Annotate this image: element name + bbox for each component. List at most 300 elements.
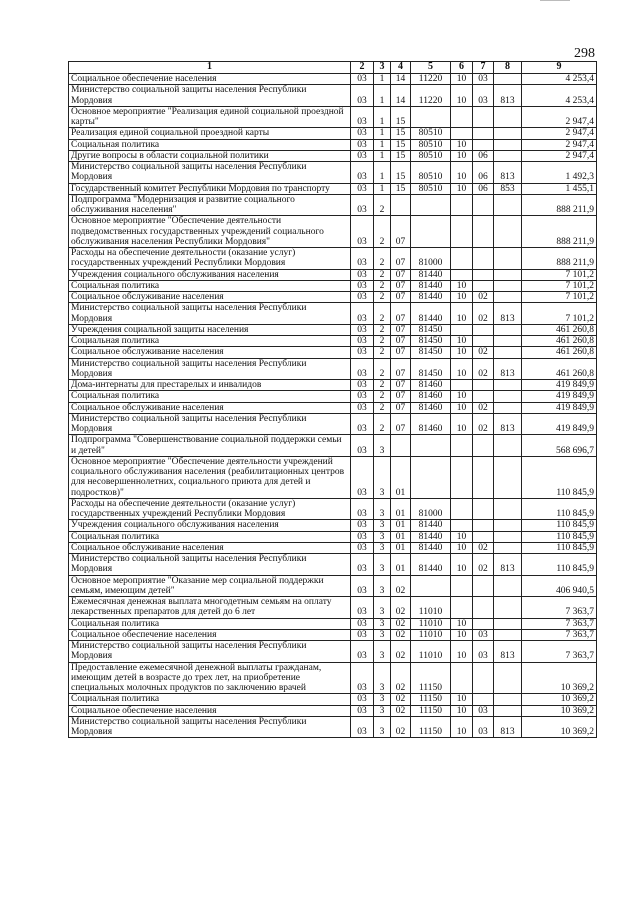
cell-amount: 461 260,8 xyxy=(522,347,597,358)
cell-section: 10 xyxy=(451,554,473,576)
cell-ministry xyxy=(494,542,522,553)
cell-pp: 3 xyxy=(374,694,391,705)
cell-name: Социальная политика xyxy=(69,618,351,629)
cell-subsection xyxy=(473,216,494,248)
cell-om: 14 xyxy=(391,85,411,107)
column-header: 7 xyxy=(473,62,494,74)
cell-ministry: 813 xyxy=(494,358,522,380)
table-row xyxy=(69,694,597,705)
cell-om: 02 xyxy=(391,629,411,640)
cell-subsection: 03 xyxy=(473,74,494,85)
cell-amount: 7 101,2 xyxy=(522,292,597,303)
cell-subsection xyxy=(473,106,494,128)
cell-ministry xyxy=(494,106,522,128)
cell-ministry: 853 xyxy=(494,183,522,194)
cell-pp: 1 xyxy=(374,128,391,139)
cell-pp: 3 xyxy=(374,662,391,694)
table-row xyxy=(69,280,597,291)
cell-pp: 2 xyxy=(374,336,391,347)
cell-om: 07 xyxy=(391,336,411,347)
cell-pp: 2 xyxy=(374,269,391,280)
cell-ministry: 813 xyxy=(494,554,522,576)
cell-code xyxy=(411,456,451,498)
cell-ministry xyxy=(494,402,522,413)
table-row xyxy=(69,194,597,216)
cell-name: Министерство социальной защиты населения Республики Мордовия xyxy=(69,641,351,663)
table-header-row xyxy=(69,62,597,74)
cell-pp: 1 xyxy=(374,183,391,194)
cell-gp: 03 xyxy=(351,554,374,576)
cell-ministry xyxy=(494,531,522,542)
cell-gp: 03 xyxy=(351,248,374,270)
cell-subsection xyxy=(473,520,494,531)
cell-section xyxy=(451,575,473,597)
cell-subsection xyxy=(473,694,494,705)
cell-section: 10 xyxy=(451,303,473,325)
table-row xyxy=(69,542,597,553)
cell-subsection xyxy=(473,336,494,347)
cell-section xyxy=(451,248,473,270)
cell-gp: 03 xyxy=(351,694,374,705)
table-row xyxy=(69,216,597,248)
table-row xyxy=(69,705,597,716)
table-row xyxy=(69,618,597,629)
cell-section xyxy=(451,597,473,619)
cell-om: 02 xyxy=(391,716,411,738)
cell-section: 10 xyxy=(451,531,473,542)
cell-code: 11220 xyxy=(411,85,451,107)
cell-pp: 1 xyxy=(374,74,391,85)
cell-om: 02 xyxy=(391,618,411,629)
cell-ministry xyxy=(494,347,522,358)
cell-pp: 3 xyxy=(374,618,391,629)
cell-name: Социальное обеспечение населения xyxy=(69,629,351,640)
table-row xyxy=(69,575,597,597)
table-row xyxy=(69,413,597,435)
cell-amount: 2 947,4 xyxy=(522,139,597,150)
cell-gp: 03 xyxy=(351,618,374,629)
cell-subsection xyxy=(473,248,494,270)
cell-section xyxy=(451,520,473,531)
cell-name: Основное мероприятие "Реализация единой социальной проездной карты" xyxy=(69,106,351,128)
cell-om: 07 xyxy=(391,402,411,413)
cell-om: 02 xyxy=(391,597,411,619)
cell-pp: 2 xyxy=(374,303,391,325)
cell-om: 07 xyxy=(391,248,411,270)
cell-pp: 1 xyxy=(374,150,391,161)
table-row xyxy=(69,629,597,640)
cell-section: 10 xyxy=(451,139,473,150)
cell-amount: 110 845,9 xyxy=(522,554,597,576)
cell-name: Социальное обслуживание населения xyxy=(69,347,351,358)
cell-gp: 03 xyxy=(351,194,374,216)
cell-pp: 3 xyxy=(374,554,391,576)
cell-amount: 4 253,4 xyxy=(522,74,597,85)
cell-subsection xyxy=(473,575,494,597)
cell-name: Социальное обеспечение населения xyxy=(69,705,351,716)
cell-om: 02 xyxy=(391,705,411,716)
cell-code xyxy=(411,575,451,597)
table-row xyxy=(69,248,597,270)
cell-pp: 3 xyxy=(374,520,391,531)
cell-name: Расходы на обеспечение деятельности (оказание услуг) государственных учреждений Республики Мордовия xyxy=(69,498,351,520)
cell-gp: 03 xyxy=(351,629,374,640)
cell-code xyxy=(411,106,451,128)
cell-subsection: 06 xyxy=(473,183,494,194)
cell-amount: 110 845,9 xyxy=(522,498,597,520)
table-row xyxy=(69,150,597,161)
cell-section xyxy=(451,662,473,694)
cell-name: Основное мероприятие "Оказание мер социальной поддержки семьям, имеющим детей" xyxy=(69,575,351,597)
cell-subsection: 03 xyxy=(473,716,494,738)
cell-ministry xyxy=(494,520,522,531)
cell-amount: 461 260,8 xyxy=(522,324,597,335)
cell-amount: 2 947,4 xyxy=(522,128,597,139)
cell-ministry xyxy=(494,139,522,150)
cell-code xyxy=(411,435,451,457)
table-row xyxy=(69,662,597,694)
cell-code: 81450 xyxy=(411,358,451,380)
cell-gp: 03 xyxy=(351,520,374,531)
cell-gp: 03 xyxy=(351,662,374,694)
cell-section: 10 xyxy=(451,694,473,705)
cell-pp: 3 xyxy=(374,498,391,520)
cell-subsection xyxy=(473,498,494,520)
cell-gp: 03 xyxy=(351,269,374,280)
cell-code: 81460 xyxy=(411,402,451,413)
cell-name: Министерство социальной защиты населения Республики Мордовия xyxy=(69,303,351,325)
cell-name: Основное мероприятие "Обеспечение деятельности учреждений социального обслуживания населения (реабилитационных центров для несовершеннолетних, социального приюта для детей и подростков)" xyxy=(69,456,351,498)
cell-ministry xyxy=(494,128,522,139)
cell-section: 10 xyxy=(451,391,473,402)
cell-om xyxy=(391,435,411,457)
cell-name: Социальное обслуживание населения xyxy=(69,292,351,303)
cell-code: 81440 xyxy=(411,554,451,576)
cell-subsection xyxy=(473,435,494,457)
cell-section xyxy=(451,194,473,216)
cell-code: 81440 xyxy=(411,303,451,325)
cell-subsection: 06 xyxy=(473,150,494,161)
cell-gp: 03 xyxy=(351,85,374,107)
cell-section: 10 xyxy=(451,336,473,347)
column-header: 3 xyxy=(374,62,391,74)
cell-code: 81450 xyxy=(411,347,451,358)
cell-om: 07 xyxy=(391,216,411,248)
cell-om: 15 xyxy=(391,139,411,150)
cell-code: 11150 xyxy=(411,705,451,716)
table-row xyxy=(69,435,597,457)
cell-pp: 2 xyxy=(374,380,391,391)
cell-gp: 03 xyxy=(351,575,374,597)
cell-ministry xyxy=(494,575,522,597)
cell-amount: 461 260,8 xyxy=(522,358,597,380)
cell-code: 81440 xyxy=(411,520,451,531)
cell-section: 10 xyxy=(451,358,473,380)
cell-om: 07 xyxy=(391,269,411,280)
cell-pp: 3 xyxy=(374,531,391,542)
cell-amount: 7 363,7 xyxy=(522,629,597,640)
cell-name: Дома-интернаты для престарелых и инвалидов xyxy=(69,380,351,391)
cell-ministry xyxy=(494,629,522,640)
cell-amount: 110 845,9 xyxy=(522,531,597,542)
cell-name: Министерство социальной защиты населения Республики Мордовия xyxy=(69,413,351,435)
cell-gp: 03 xyxy=(351,435,374,457)
cell-subsection: 02 xyxy=(473,402,494,413)
cell-name: Министерство социальной защиты населения Республики Мордовия xyxy=(69,85,351,107)
cell-subsection: 03 xyxy=(473,641,494,663)
cell-ministry xyxy=(494,216,522,248)
cell-section: 10 xyxy=(451,74,473,85)
table-row xyxy=(69,358,597,380)
cell-subsection xyxy=(473,324,494,335)
table-row xyxy=(69,183,597,194)
cell-pp: 2 xyxy=(374,280,391,291)
cell-om: 02 xyxy=(391,641,411,663)
cell-name: Социальная политика xyxy=(69,336,351,347)
cell-section xyxy=(451,324,473,335)
page-number: 298 xyxy=(574,46,595,61)
cell-code: 11220 xyxy=(411,74,451,85)
cell-section: 10 xyxy=(451,629,473,640)
cell-name: Социальное обеспечение населения xyxy=(69,74,351,85)
cell-ministry: 813 xyxy=(494,641,522,663)
cell-amount: 7 101,2 xyxy=(522,303,597,325)
cell-gp: 03 xyxy=(351,597,374,619)
cell-code: 11150 xyxy=(411,716,451,738)
cell-gp: 03 xyxy=(351,292,374,303)
cell-subsection xyxy=(473,128,494,139)
cell-section xyxy=(451,269,473,280)
cell-subsection: 02 xyxy=(473,347,494,358)
cell-om: 07 xyxy=(391,380,411,391)
cell-om: 01 xyxy=(391,542,411,553)
cell-gp: 03 xyxy=(351,183,374,194)
cell-pp: 1 xyxy=(374,85,391,107)
cell-name: Учреждения социального обслуживания населения xyxy=(69,520,351,531)
cell-om: 07 xyxy=(391,303,411,325)
cell-pp: 3 xyxy=(374,456,391,498)
cell-name: Предоставление ежемесячной денежной выплаты гражданам, имеющим детей в возрасте до трех лет, на приобретение специальных молочных продуктов по заключению врачей xyxy=(69,662,351,694)
cell-section: 10 xyxy=(451,402,473,413)
cell-subsection: 02 xyxy=(473,303,494,325)
cell-code: 81450 xyxy=(411,324,451,335)
cell-code: 11010 xyxy=(411,629,451,640)
cell-pp: 2 xyxy=(374,324,391,335)
cell-name: Расходы на обеспечение деятельности (оказание услуг) государственных учреждений Республики Мордовия xyxy=(69,248,351,270)
cell-code: 11010 xyxy=(411,597,451,619)
table-row xyxy=(69,520,597,531)
cell-subsection xyxy=(473,380,494,391)
cell-name: Социальное обслуживание населения xyxy=(69,542,351,553)
column-header: 6 xyxy=(451,62,473,74)
cell-ministry xyxy=(494,456,522,498)
cell-section: 10 xyxy=(451,150,473,161)
table-row xyxy=(69,716,597,738)
cell-om: 02 xyxy=(391,662,411,694)
column-header: 1 xyxy=(69,62,351,74)
cell-ministry xyxy=(494,150,522,161)
cell-code: 81440 xyxy=(411,542,451,553)
cell-amount: 2 947,4 xyxy=(522,150,597,161)
cell-ministry xyxy=(494,336,522,347)
cell-subsection xyxy=(473,280,494,291)
cell-name: Социальная политика xyxy=(69,391,351,402)
cell-subsection xyxy=(473,597,494,619)
cell-subsection: 02 xyxy=(473,292,494,303)
cell-ministry xyxy=(494,705,522,716)
cell-amount: 7 101,2 xyxy=(522,280,597,291)
table-row xyxy=(69,531,597,542)
cell-gp: 03 xyxy=(351,380,374,391)
cell-om: 01 xyxy=(391,498,411,520)
cell-gp: 03 xyxy=(351,139,374,150)
cell-gp: 03 xyxy=(351,74,374,85)
cell-pp: 2 xyxy=(374,292,391,303)
cell-amount: 4 253,4 xyxy=(522,85,597,107)
cell-om: 01 xyxy=(391,531,411,542)
cell-ministry: 813 xyxy=(494,413,522,435)
cell-name: Государственный комитет Республики Мордовия по транспорту xyxy=(69,183,351,194)
cell-name: Министерство социальной защиты населения Республики Мордовия xyxy=(69,716,351,738)
cell-ministry xyxy=(494,597,522,619)
cell-pp: 3 xyxy=(374,435,391,457)
cell-amount: 10 369,2 xyxy=(522,705,597,716)
cell-gp: 03 xyxy=(351,716,374,738)
table-row xyxy=(69,391,597,402)
cell-gp: 03 xyxy=(351,347,374,358)
cell-subsection xyxy=(473,139,494,150)
table-row xyxy=(69,303,597,325)
budget-table xyxy=(68,61,597,738)
cell-gp: 03 xyxy=(351,280,374,291)
table-row xyxy=(69,292,597,303)
cell-ministry xyxy=(494,324,522,335)
cell-amount: 10 369,2 xyxy=(522,694,597,705)
cell-gp: 03 xyxy=(351,358,374,380)
cell-pp: 2 xyxy=(374,194,391,216)
cell-om: 07 xyxy=(391,391,411,402)
cell-name: Социальная политика xyxy=(69,531,351,542)
cell-code: 81440 xyxy=(411,280,451,291)
cell-ministry xyxy=(494,194,522,216)
cell-om: 07 xyxy=(391,292,411,303)
table-row xyxy=(69,269,597,280)
cell-section xyxy=(451,498,473,520)
cell-om: 15 xyxy=(391,106,411,128)
column-header: 9 xyxy=(522,62,597,74)
cell-section xyxy=(451,128,473,139)
cell-ministry xyxy=(494,74,522,85)
cell-name: Подпрограмма "Совершенствование социальной поддержки семьи и детей" xyxy=(69,435,351,457)
cell-amount: 10 369,2 xyxy=(522,716,597,738)
cell-amount: 406 940,5 xyxy=(522,575,597,597)
cell-section: 10 xyxy=(451,162,473,184)
cell-amount: 1 455,1 xyxy=(522,183,597,194)
cell-subsection xyxy=(473,269,494,280)
cell-pp: 2 xyxy=(374,391,391,402)
scan-edge-mark xyxy=(540,0,570,5)
cell-gp: 03 xyxy=(351,413,374,435)
table-row xyxy=(69,498,597,520)
cell-section: 10 xyxy=(451,280,473,291)
cell-code: 81460 xyxy=(411,380,451,391)
cell-amount: 888 211,9 xyxy=(522,216,597,248)
cell-gp: 03 xyxy=(351,106,374,128)
cell-om: 01 xyxy=(391,456,411,498)
cell-section: 10 xyxy=(451,292,473,303)
cell-pp: 2 xyxy=(374,248,391,270)
cell-section: 10 xyxy=(451,85,473,107)
table-row xyxy=(69,402,597,413)
column-header: 2 xyxy=(351,62,374,74)
table-row xyxy=(69,106,597,128)
cell-name: Социальная политика xyxy=(69,139,351,150)
table-row xyxy=(69,336,597,347)
cell-section: 10 xyxy=(451,413,473,435)
cell-subsection xyxy=(473,618,494,629)
cell-om: 15 xyxy=(391,150,411,161)
cell-pp: 2 xyxy=(374,358,391,380)
cell-gp: 03 xyxy=(351,303,374,325)
cell-amount: 110 845,9 xyxy=(522,542,597,553)
table-row xyxy=(69,85,597,107)
cell-amount: 110 845,9 xyxy=(522,456,597,498)
cell-code: 81460 xyxy=(411,391,451,402)
cell-amount: 419 849,9 xyxy=(522,402,597,413)
cell-gp: 03 xyxy=(351,216,374,248)
cell-code: 80510 xyxy=(411,183,451,194)
cell-section: 10 xyxy=(451,542,473,553)
cell-ministry: 813 xyxy=(494,162,522,184)
cell-amount: 419 849,9 xyxy=(522,380,597,391)
cell-code: 81440 xyxy=(411,531,451,542)
cell-subsection xyxy=(473,391,494,402)
cell-section: 10 xyxy=(451,716,473,738)
cell-amount: 10 369,2 xyxy=(522,662,597,694)
cell-code: 81460 xyxy=(411,413,451,435)
cell-code: 80510 xyxy=(411,139,451,150)
cell-amount: 888 211,9 xyxy=(522,194,597,216)
cell-code: 80510 xyxy=(411,162,451,184)
cell-om: 07 xyxy=(391,280,411,291)
cell-om: 01 xyxy=(391,520,411,531)
cell-subsection: 02 xyxy=(473,358,494,380)
cell-name: Реализация единой социальной проездной карты xyxy=(69,128,351,139)
cell-gp: 03 xyxy=(351,402,374,413)
cell-pp: 3 xyxy=(374,705,391,716)
cell-code: 81440 xyxy=(411,269,451,280)
table-row xyxy=(69,162,597,184)
cell-name: Ежемесячная денежная выплата многодетным семьям на оплату лекарственных препаратов для детей до 6 лет xyxy=(69,597,351,619)
cell-gp: 03 xyxy=(351,336,374,347)
cell-gp: 03 xyxy=(351,128,374,139)
cell-subsection: 02 xyxy=(473,554,494,576)
cell-subsection: 03 xyxy=(473,629,494,640)
cell-amount: 461 260,8 xyxy=(522,336,597,347)
cell-section: 10 xyxy=(451,183,473,194)
cell-om: 14 xyxy=(391,74,411,85)
cell-code: 11010 xyxy=(411,618,451,629)
cell-name: Основное мероприятие "Обеспечение деятельности подведомственных государственных учреждений социального обслуживания населения Республики Мордовия" xyxy=(69,216,351,248)
table-row xyxy=(69,554,597,576)
cell-subsection: 03 xyxy=(473,705,494,716)
cell-om: 07 xyxy=(391,324,411,335)
cell-code: 81000 xyxy=(411,248,451,270)
table-row xyxy=(69,139,597,150)
cell-name: Учреждения социального обслуживания населения xyxy=(69,269,351,280)
cell-om: 15 xyxy=(391,183,411,194)
cell-pp: 1 xyxy=(374,106,391,128)
